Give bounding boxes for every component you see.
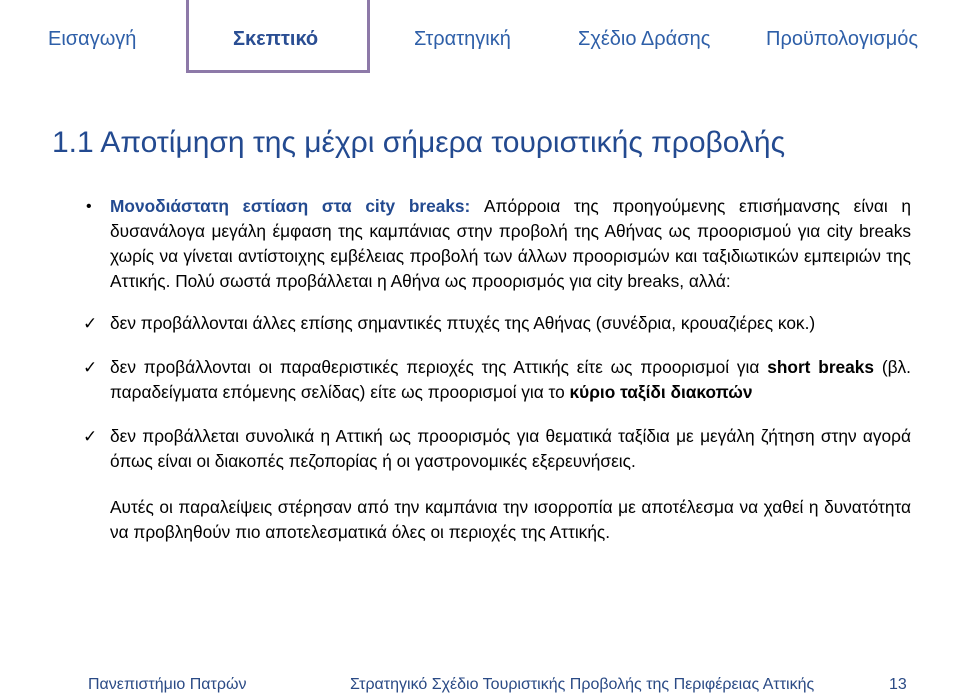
bullet-dot-icon: •: [86, 198, 92, 215]
intro-paragraph: [110, 194, 911, 294]
checkmark-icon: ✓: [83, 358, 98, 377]
closing-paragraph: Αυτές οι παραλείψεις στέρησαν από την καμπάνια την ισορροπία με αποτέλεσμα να χαθεί η δυνατότητα να προβληθούν πιο αποτελεσματικά όλες οι περιοχές της Αττικής.: [110, 497, 911, 542]
check-item-1: [83, 311, 911, 336]
tab-introduction[interactable]: Εισαγωγή: [48, 28, 137, 50]
tab-strategy[interactable]: Στρατηγική: [414, 28, 511, 50]
tab-bar: [0, 0, 960, 78]
footer-university: Πανεπιστήμιο Πατρών: [88, 676, 247, 693]
main-content: [83, 194, 912, 545]
check-item-2: [83, 355, 911, 405]
main-holiday-term: κύριο ταξίδι διακοπών: [569, 382, 753, 402]
check-text-2a: δεν προβάλλονται οι παραθεριστικές περιοχές της Αττικής είτε ως προορισμοί για: [110, 357, 768, 377]
page-title: 1.1 Αποτίμηση της μέχρι σήμερα τουριστικής προβολής: [52, 126, 786, 159]
check-text-2: [110, 355, 911, 405]
short-breaks-term: short breaks: [767, 357, 874, 377]
intro-lead: Μονοδιάστατη εστίαση στα city breaks:: [110, 196, 471, 216]
check-text-1: δεν προβάλλονται άλλες επίσης σημαντικές πτυχές της Αθήνας (συνέδρια, κρουαζιέρες κοκ.): [110, 313, 816, 333]
check-item-3: [83, 424, 911, 474]
tab-budget[interactable]: Προϋπολογισμός: [766, 28, 919, 50]
footer-document-title: Στρατηγικό Σχέδιο Τουριστικής Προβολής της Περιφέρειας Αττικής: [350, 676, 815, 693]
tab-rationale[interactable]: Σκεπτικό: [233, 28, 319, 50]
bullet-paragraph: [86, 194, 912, 294]
check-text-2c: (βλ. παραδείγματα επόμενης σελίδας) είτε ως προορισμοί για το: [110, 357, 911, 402]
checkmark-icon: ✓: [83, 314, 98, 333]
tab-action-plan[interactable]: Σχέδιο Δράσης: [578, 28, 711, 50]
intro-text: Απόρροια της προηγούμενης επισήμανσης είναι η δυσανάλογα μεγάλη έμφαση της καμπάνιας στην προβολή της Αθήνας ως προορισμού για city breaks χωρίς να γίνεται αντίστοιχης εμβέλειας προβολή των άλλων προορισμών και ταξιδιωτικών εμπειριών της Αττικής. Πολύ σωστά προβάλλεται η Αθήνα ως προορισμός για city breaks, αλλά:: [110, 196, 912, 291]
footer-page-number: 13: [889, 676, 907, 693]
check-text-3: δεν προβάλλεται συνολικά η Αττική ως προορισμός για θεματικά ταξίδια με μεγάλη ζήτηση στην αγορά όπως είναι οι διακοπές πεζοπορίας ή οι γαστρονομικές εξερευνήσεις.: [110, 426, 911, 471]
checkmark-icon: ✓: [83, 427, 98, 446]
